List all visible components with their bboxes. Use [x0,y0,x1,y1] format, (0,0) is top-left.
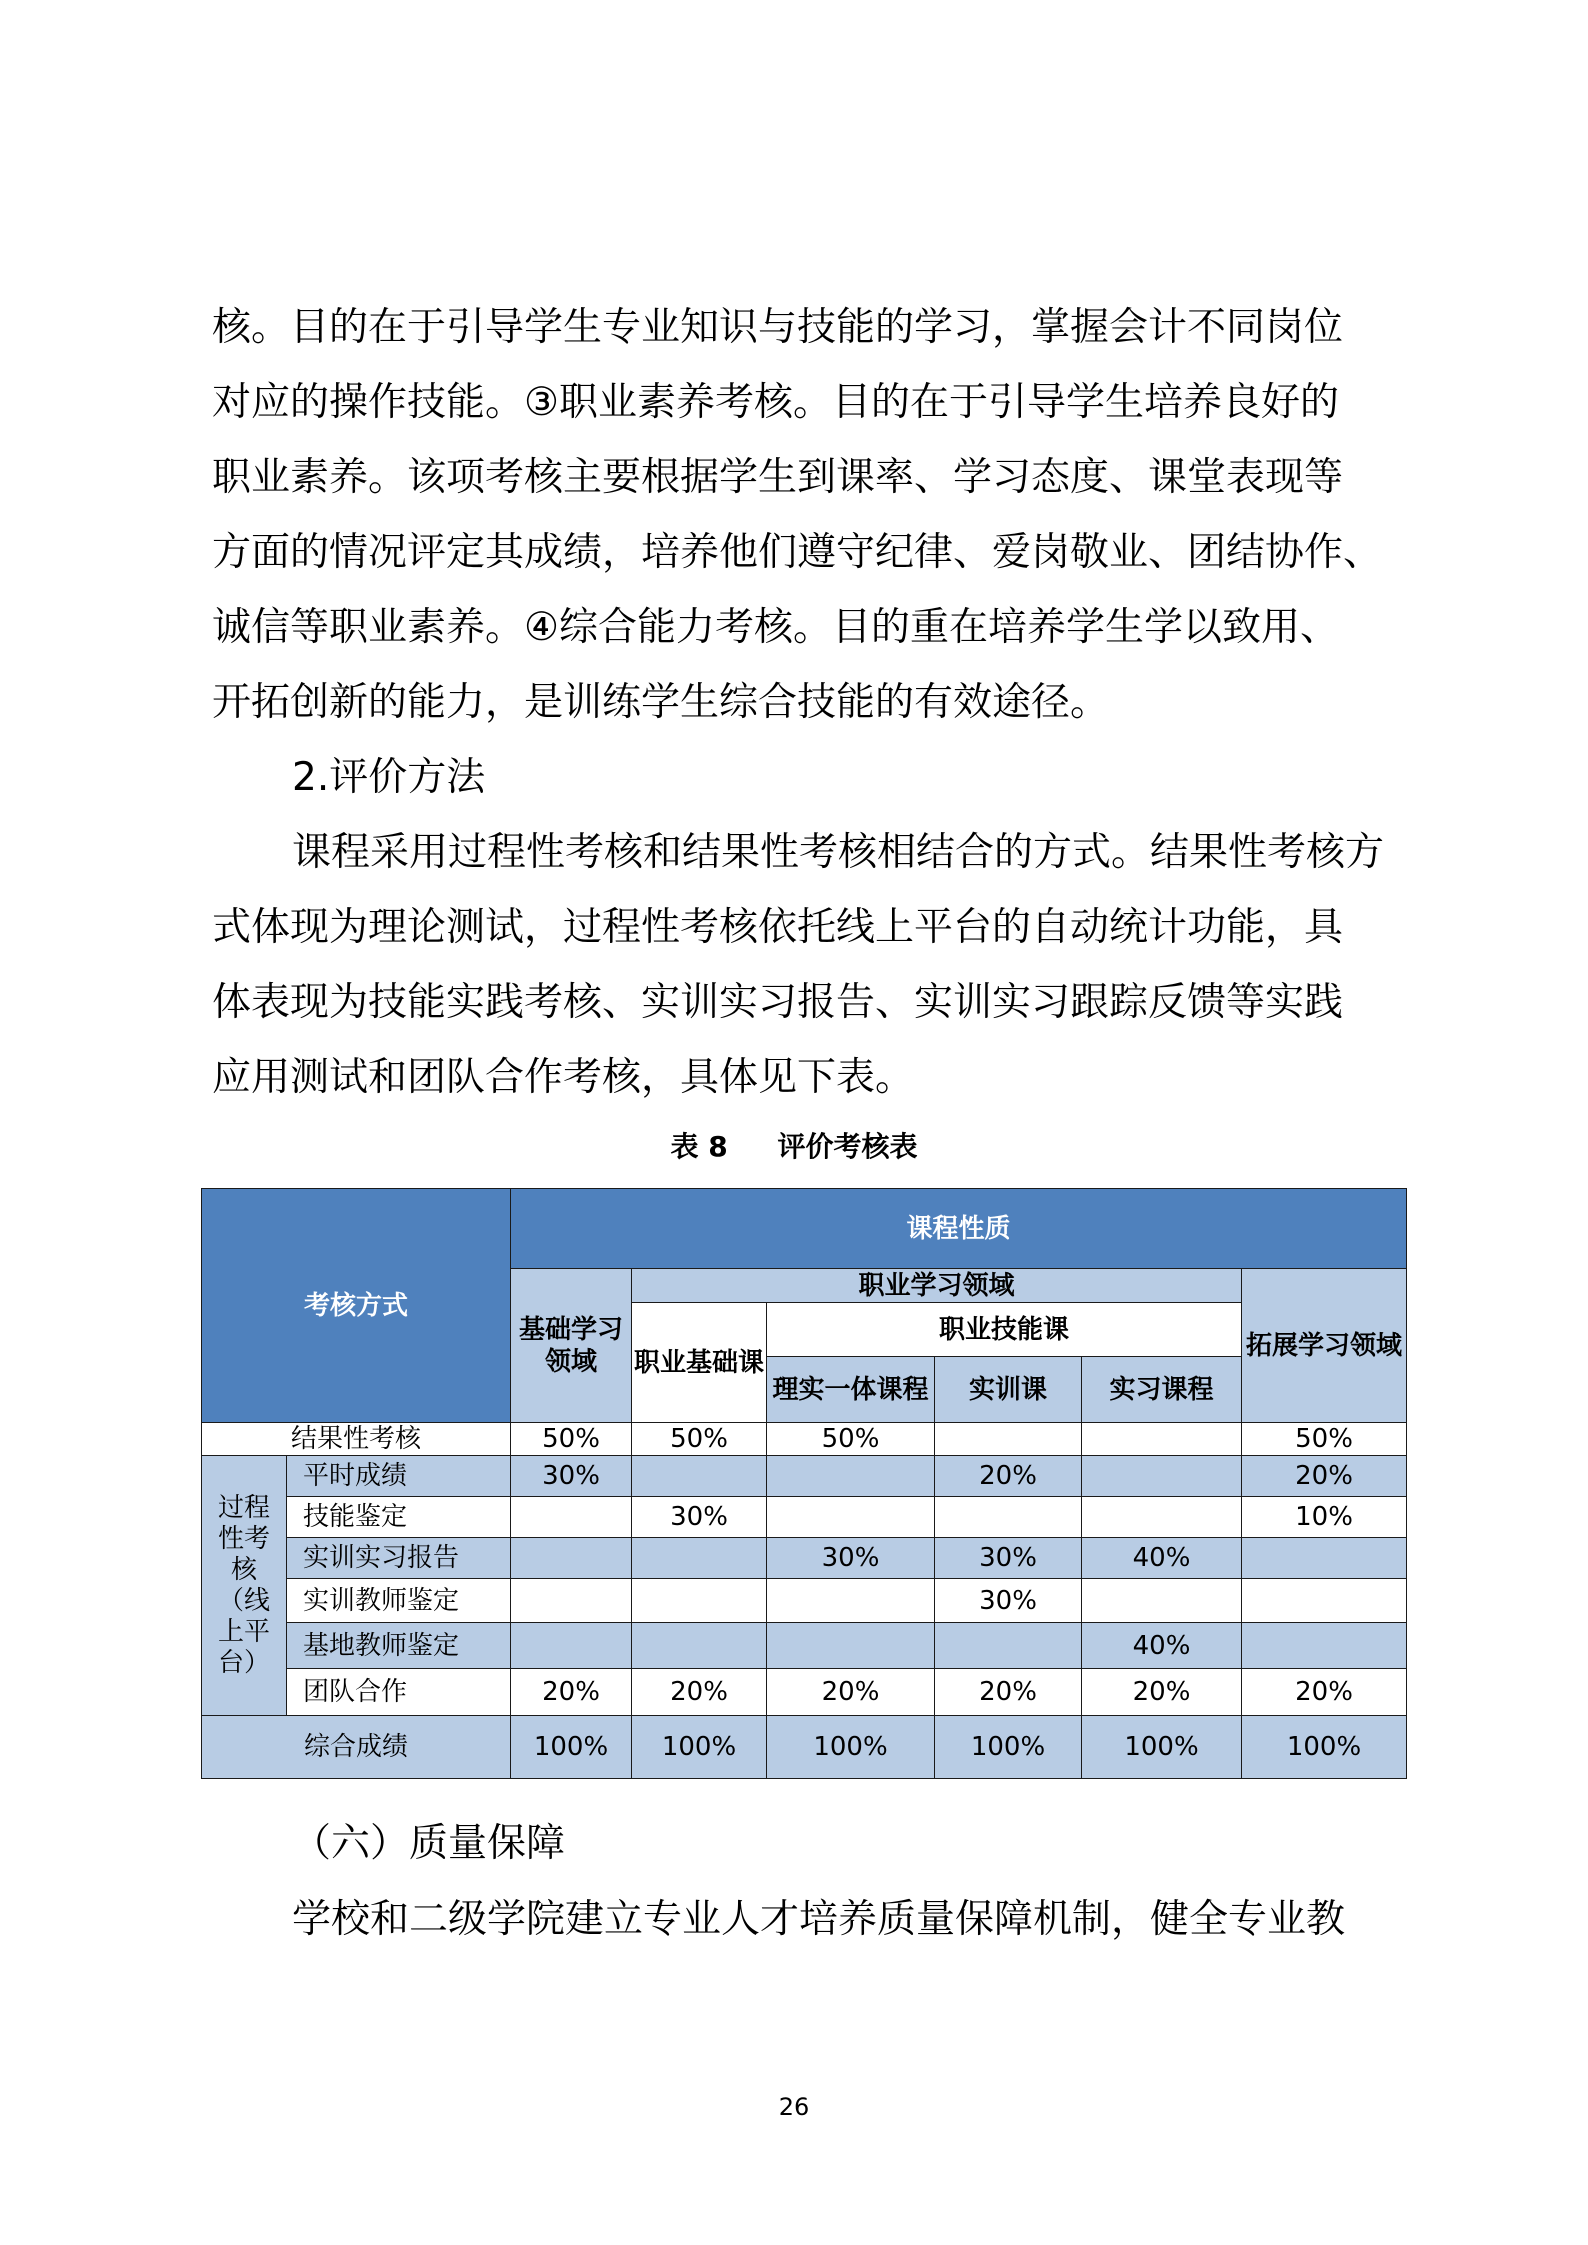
page-number: 26 [778,2093,810,2121]
table-cell: 100% [511,1716,632,1779]
table-cell [767,1623,935,1669]
table-cell: 30% [935,1538,1082,1579]
text-line: 学校和二级学院建立专业人才培养质量保障机制，健全专业教 [292,1897,1346,1942]
paragraph-quality-assurance [212,1882,1392,1957]
section-heading-quality-assurance: （六）质量保障 [292,1821,566,1866]
total-row-label: 综合成绩 [202,1716,511,1779]
text-line: 职业素养。该项考核主要根据学生到课率、学习态度、课堂表现等 [212,455,1344,500]
table-cell [511,1538,632,1579]
table-cell: 100% [767,1716,935,1779]
label-line: 上平 [217,1616,270,1647]
text-line: 应用测试和团队合作考核，具体见下表。 [212,1055,915,1100]
table-cell: 20% [1082,1669,1242,1716]
table-cell: 50% [511,1423,632,1456]
table-cell: 20% [935,1456,1082,1497]
method-header: 考核方式 [202,1189,511,1423]
table-cell [632,1623,767,1669]
section-heading-evaluation-method: 2.评价方法 [292,755,486,800]
paragraph-evaluation-content [212,290,1392,740]
table-cell [1082,1497,1242,1538]
text-line: 式体现为理论测试，过程性考核依托线上平台的自动统计功能，具 [212,905,1344,950]
basic-domain-header: 基础学习领域 [511,1269,632,1423]
vocational-domain-header: 职业学习领域 [632,1269,1242,1303]
process-assessment-label [202,1456,287,1716]
text-line: 开拓创新的能力，是训练学生综合技能的有效途径。 [212,680,1110,725]
table-cell: 50% [767,1423,935,1456]
table-cell [767,1497,935,1538]
table-cell: 20% [1242,1456,1407,1497]
row-label: 平时成绩 [287,1456,511,1497]
table-cell: 30% [632,1497,767,1538]
table-cell [511,1579,632,1623]
table-cell [935,1623,1082,1669]
table-cell [935,1497,1082,1538]
table-cell: 100% [632,1716,767,1779]
table-cell: 40% [1082,1623,1242,1669]
table-cell: 30% [935,1579,1082,1623]
text-line: 体表现为技能实践考核、实训实习报告、实训实习跟踪反馈等实践 [212,980,1344,1025]
table-number: 表 8 [670,1130,728,1163]
table-cell [1082,1456,1242,1497]
table-cell: 10% [1242,1497,1407,1538]
table-cell [767,1579,935,1623]
table-cell: 50% [632,1423,767,1456]
training-header: 实训课 [935,1357,1082,1423]
table-cell: 40% [1082,1538,1242,1579]
table-cell: 100% [1242,1716,1407,1779]
text-line: 核。目的在于引导学生专业知识与技能的学习，掌握会计不同岗位 [212,305,1344,350]
table-cell [1082,1579,1242,1623]
text-line: 对应的操作技能。③职业素养考核。目的在于引导学生培养良好的 [212,380,1339,425]
row-label: 实训教师鉴定 [287,1579,511,1623]
table-cell: 20% [632,1669,767,1716]
label-line: 过程 [217,1492,270,1523]
label-line: 台） [217,1647,270,1678]
table-cell: 30% [767,1538,935,1579]
table-cell [1242,1579,1407,1623]
vocational-skill-header: 职业技能课 [767,1303,1242,1357]
extension-domain-header: 拓展学习领域 [1242,1269,1407,1423]
table-cell [1242,1623,1407,1669]
table-cell [511,1623,632,1669]
paragraph-evaluation-method [212,815,1392,1115]
text-line: 方面的情况评定其成绩，培养他们遵守纪律、爱岗敬业、团结协作、 [212,530,1383,575]
theory-practice-header: 理实一体课程 [767,1357,935,1423]
table-cell: 20% [1242,1669,1407,1716]
table-title: 评价考核表 [777,1130,918,1163]
label-line: （线 [217,1585,270,1616]
row-label: 实训实习报告 [287,1538,511,1579]
text-line: 课程采用过程性考核和结果性考核相结合的方式。结果性考核方 [292,830,1385,875]
evaluation-table [201,1188,1407,1779]
table-cell [1082,1423,1242,1456]
table-cell [1242,1538,1407,1579]
table-cell [632,1456,767,1497]
table-cell [935,1423,1082,1456]
row-label: 技能鉴定 [287,1497,511,1538]
label-line: 核 [230,1554,257,1585]
label-line: 性考 [217,1523,270,1554]
vocational-basic-header: 职业基础课 [632,1303,767,1423]
internship-header: 实习课程 [1082,1357,1242,1423]
nature-header: 课程性质 [511,1189,1407,1269]
table-cell: 50% [1242,1423,1407,1456]
table-cell: 100% [935,1716,1082,1779]
table-cell: 100% [1082,1716,1242,1779]
table-cell: 20% [511,1669,632,1716]
table-cell: 20% [935,1669,1082,1716]
row-label: 基地教师鉴定 [287,1623,511,1669]
result-row-label: 结果性考核 [202,1423,511,1456]
table-cell [632,1538,767,1579]
table-cell [632,1579,767,1623]
table-cell [767,1456,935,1497]
table-cell: 30% [511,1456,632,1497]
row-label: 团队合作 [287,1669,511,1716]
table-cell [511,1497,632,1538]
table-cell: 20% [767,1669,935,1716]
table-caption [0,1125,1588,1165]
text-line: 诚信等职业素养。④综合能力考核。目的重在培养学生学以致用、 [212,605,1339,650]
